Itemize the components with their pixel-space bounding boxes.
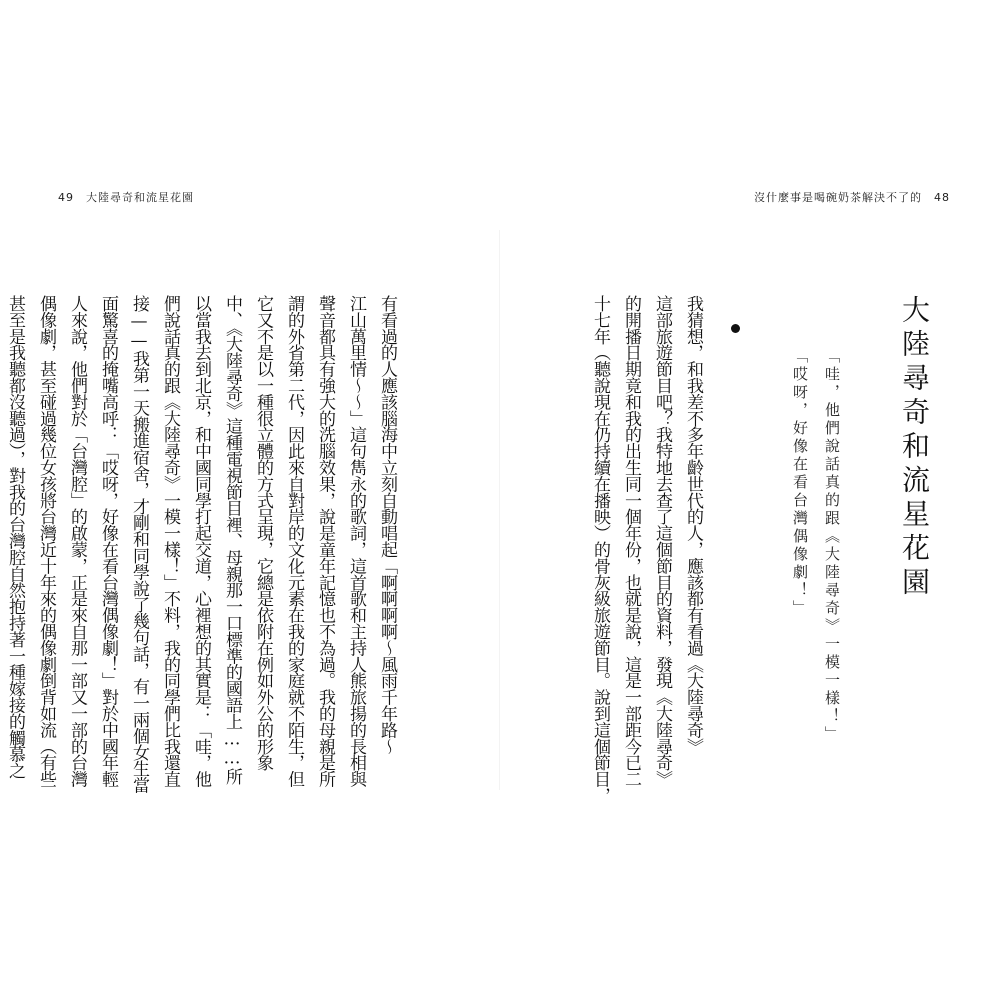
right-page-body: 我猜想，和我差不多年齡世代的人，應該都有看過《大陸尋奇》 這部旅遊節目吧？我特地去查了這個節目的資料，發現《大陸尋奇》 的開播日期竟和我的出生同一個年份，也就是說，這是一部距今已二 十七年（聽說現在仍持續在播映）的骨灰級旅遊節目。說到這個節目， [590,295,703,804]
chapter-epigraph: 「哇，他們說話真的跟《大陸尋奇》一模一樣！」 「哎呀，好像在看台灣偶像劇！」 [791,348,841,744]
page-gutter [499,230,500,790]
left-running-header: 49 大陸尋奇和流星花園 [58,191,194,204]
left-page-body: 有看過的人應該腦海中立刻自動唱起「啊啊啊啊～風雨千年路～ 江山萬里情～～」這句雋永的歌詞，這首歌和主持人熊旅揚的長相與 聲音都具有強大的洗腦效果，說是童年記憶也不為過。我的母親是所 謂的外省第二代，因此來自對岸的文化元素在我的家庭就不陌生，但 它又不是以一種很立體的方式呈現，它總是依附在例如外公的形象 中、《大陸尋奇》這種電視節目裡、母親那一口標準的國語上……所 以當我去到北京，和中國同學打起交道，心裡想的其實是：「哇，他 們說話真的跟《大陸尋奇》一模一樣！」不料，我的同學們比我還直 接——我第一天搬進宿舍，才剛和同學說了幾句話，有一兩個女生當 面驚喜的掩嘴高呼：「哎呀，好像在看台灣偶像劇！」對於中國年輕 人來說，他們對於「台灣腔」的啟蒙，正是來自那一部又一部的台灣 偶像劇，甚至碰過幾位女孩將台灣近十年來的偶像劇倒背如流（有些 甚至是我聽都沒聽過），對我的台灣腔自然抱持著一種嫁接的觸慕之 [5,295,397,794]
chapter-title: 大陸尋奇和流星花園 [898,295,931,601]
right-running-header: 沒什麼事是喝碗奶茶解決不了的 48 [754,191,950,204]
section-bullet-icon [731,324,740,333]
